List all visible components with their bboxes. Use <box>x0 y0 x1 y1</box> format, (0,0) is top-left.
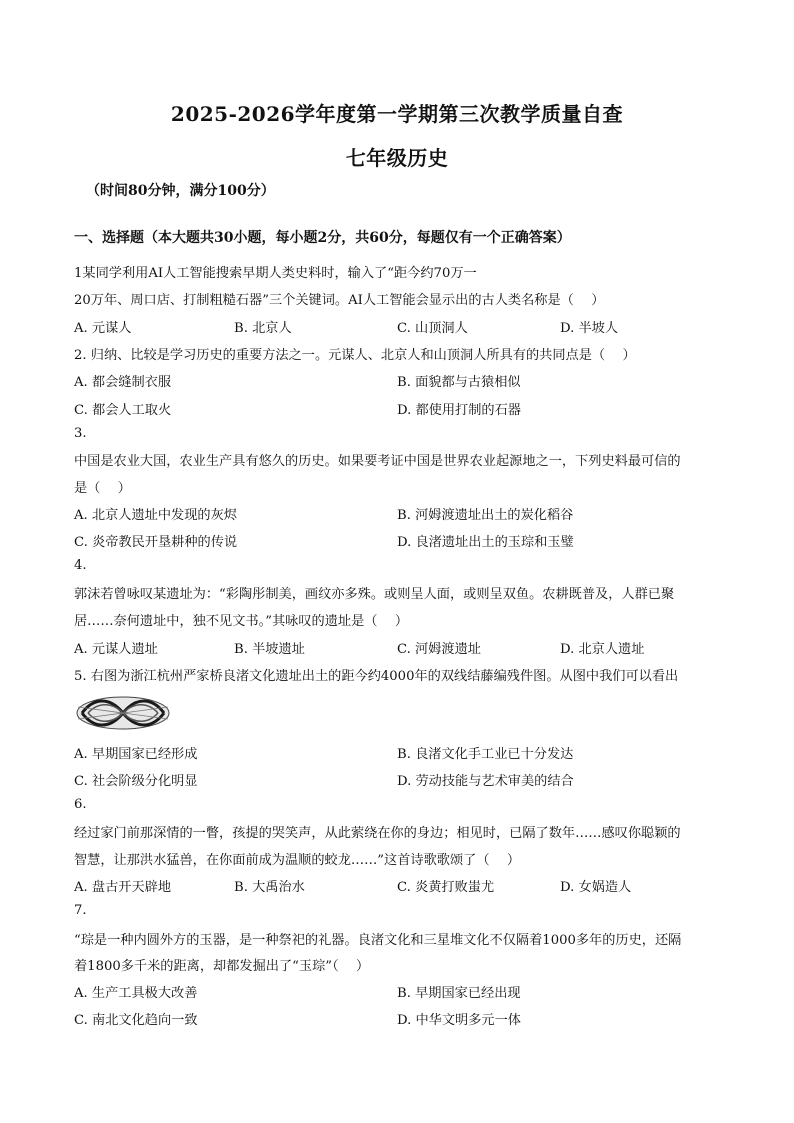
question-5-line-1: 5. 右图为浙江杭州严家桥良渚文化遗址出土的距今约4000年的双线结藤编残件图。从图中我们可以看出 <box>74 669 679 684</box>
question-7-number: 7. <box>74 903 87 918</box>
question-1-line-2: 20万年、周口店、打制粗糙石器”三个关键词。AI人工智能会显示出的古人类名称是（ ） <box>74 293 605 308</box>
question-6-option-a: A. 盘古开天辟地 <box>74 880 172 895</box>
question-6-option-d: D. 女娲造人 <box>560 880 632 895</box>
section-heading: 一、选择题（本大题共30小题，每小题2分，共60分，每题仅有一个正确答案） <box>74 230 571 246</box>
question-3-option-d: D. 良渚遗址出土的玉琮和玉璧 <box>397 535 574 550</box>
question-6-line-2: 智慧，让那洪水猛兽，在你面前成为温顺的蛟龙……”这首诗歌歌颂了（ ） <box>74 853 521 868</box>
question-7-option-d: D. 中华文明多元一体 <box>397 1013 521 1028</box>
question-5-option-d: D. 劳动技能与艺术审美的结合 <box>397 774 574 789</box>
question-2-option-a: A. 都会缝制衣服 <box>74 375 172 390</box>
question-3-number: 3. <box>74 426 87 441</box>
question-1-option-c: C. 山顶洞人 <box>397 321 468 336</box>
question-4-option-c: C. 河姆渡遗址 <box>397 642 481 657</box>
question-2-line-1: 2. 归纳、比较是学习历史的重要方法之一。元谋人、北京人和山顶洞人所具有的共同点是（ ） <box>74 348 636 363</box>
question-7-option-b: B. 早期国家已经出现 <box>397 986 521 1001</box>
exam-title: 2025-2026学年度第一学期第三次教学质量自查 <box>170 102 624 126</box>
question-6-line-1: 经过家门前那深情的一瞥，孩提的哭笑声，从此萦绕在你的身边；相见时，已隔了数年……感叹你聪颖的 <box>74 826 681 841</box>
question-3-line-1: 中国是农业大国，农业生产具有悠久的历史。如果要考证中国是世界农业起源地之一，下列史料最可信的 <box>74 454 681 469</box>
question-4-line-1: 郭沫若曾咏叹某遗址为：“彩陶彤制美，画纹亦多殊。或则呈人面，或则呈双鱼。农耕既普及，人群已聚 <box>74 587 675 602</box>
question-5-option-a: A. 早期国家已经形成 <box>74 747 198 762</box>
question-4-number: 4. <box>74 558 87 573</box>
question-4-option-a: A. 元谋人遗址 <box>74 642 158 657</box>
question-1-option-b: B. 北京人 <box>234 321 292 336</box>
woven-knot-artifact-image <box>74 693 172 733</box>
time-note: （时间80分钟，满分100分） <box>86 183 275 199</box>
question-3-line-2: 是（ ） <box>74 481 131 496</box>
question-2-option-c: C. 都会人工取火 <box>74 403 172 418</box>
question-2-option-b: B. 面貌都与古猿相似 <box>397 375 521 390</box>
question-1-option-a: A. 元谋人 <box>74 321 132 336</box>
question-3-option-b: B. 河姆渡遗址出土的炭化稻谷 <box>397 508 574 523</box>
question-2-option-d: D. 都使用打制的石器 <box>397 403 521 418</box>
exam-subtitle: 七年级历史 <box>345 146 449 170</box>
question-4-line-2: 居……奈何遗址中，独不见文书。”其咏叹的遗址是（ ） <box>74 614 409 629</box>
question-7-line-2: 着1800多千米的距离，却都发掘出了“玉琮”（ ） <box>74 959 370 974</box>
question-6-number: 6. <box>74 797 87 812</box>
question-7-option-c: C. 南北文化趋向一致 <box>74 1013 198 1028</box>
question-5-option-b: B. 良渚文化手工业已十分发达 <box>397 747 574 762</box>
question-4-option-b: B. 半坡遗址 <box>234 642 305 657</box>
question-6-option-c: C. 炎黄打败蚩尤 <box>397 880 495 895</box>
question-6-option-b: B. 大禹治水 <box>234 880 305 895</box>
question-3-option-a: A. 北京人遗址中发现的灰烬 <box>74 508 237 523</box>
question-3-option-c: C. 炎帝教民开垦耕种的传说 <box>74 535 238 550</box>
question-1-line-1: 1某同学利用AI人工智能搜索早期人类史料时，输入了“距今约70万一 <box>74 266 477 281</box>
question-4-option-d: D. 北京人遗址 <box>560 642 645 657</box>
question-7-line-1: “琮是一种内圆外方的玉器，是一种祭祀的礼器。良渚文化和三星堆文化不仅隔着1000多年的历史，还隔 <box>74 933 682 948</box>
question-1-option-d: D. 半坡人 <box>560 321 619 336</box>
question-5-option-c: C. 社会阶级分化明显 <box>74 774 198 789</box>
question-7-option-a: A. 生产工具极大改善 <box>74 986 198 1001</box>
